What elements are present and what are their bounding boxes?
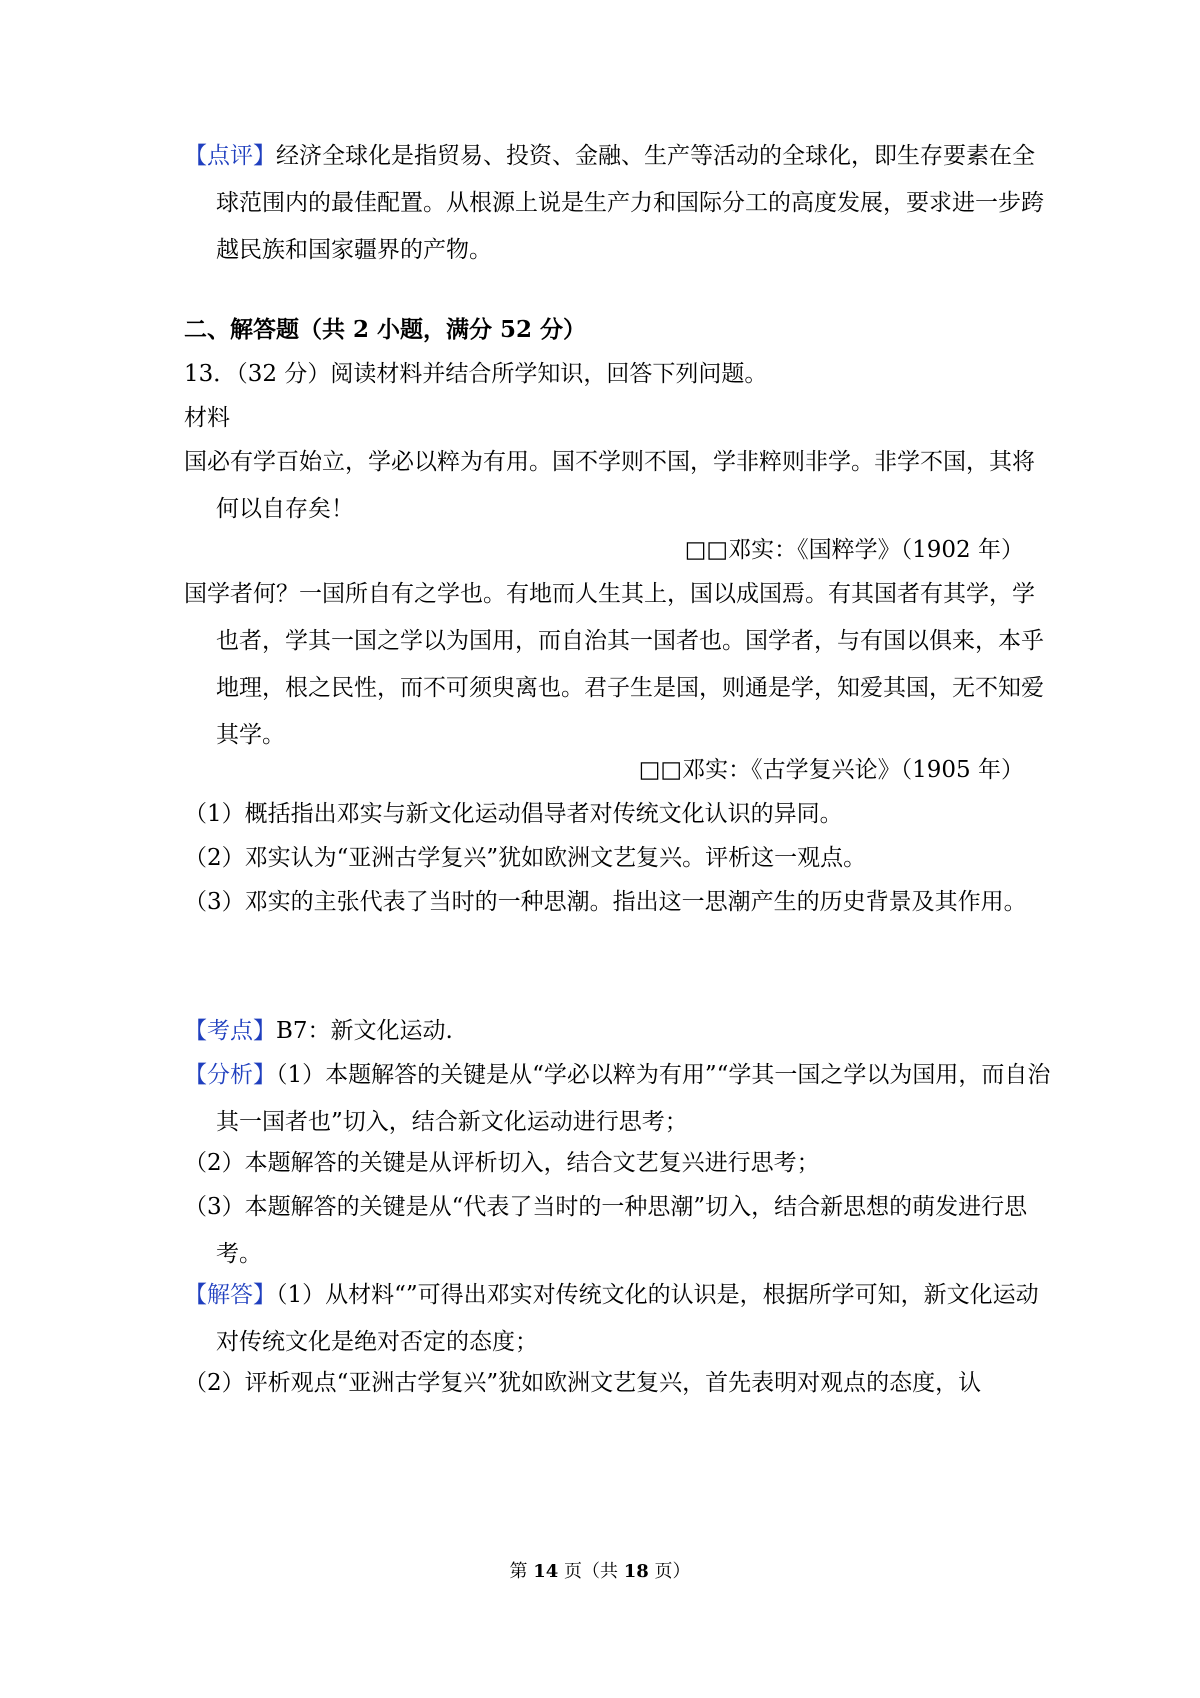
answer-paragraph bbox=[184, 1272, 1056, 1366]
analysis-line-1: （1）本题解答的关键是从“学必以粹为有用”“学其一国之学以为国用，而自治其一国者也”切入，结合新文化运动进行思考； bbox=[216, 1062, 1051, 1135]
kaodian-tag: 【考点】 bbox=[184, 1018, 276, 1044]
footer-total-pages: 18 bbox=[623, 1561, 649, 1582]
analysis-line-3: （3）本题解答的关键是从“代表了当时的一种思潮”切入，结合新思想的萌发进行思考。 bbox=[184, 1194, 1028, 1267]
sub-question-2: （2）邓实认为“亚洲古学复兴”犹如欧洲文艺复兴。评析这一观点。 bbox=[184, 845, 867, 871]
sub-question-1: （1）概括指出邓实与新文化运动倡导者对传统文化认识的异同。 bbox=[184, 801, 843, 827]
material-1-source: □□邓实：《国粹学》（1902 年） bbox=[684, 537, 1024, 563]
material-2: 国学者何？一国所自有之学也。有地而人生其上，国以成国焉。有其国者有其学，学也者，学其一国之学以为国用，而自治其一国者也。国学者，与有国以俱来，本乎地理，根之民性，而不可须臾离也。君子生是国，则通是学，知爱其国，无不知爱其学。 bbox=[184, 581, 1044, 748]
kaodian-text: B7：新文化运动. bbox=[276, 1018, 453, 1044]
footer-middle: 页（共 bbox=[564, 1561, 618, 1582]
comment-text: 经济全球化是指贸易、投资、金融、生产等活动的全球化，即生存要素在全球范围内的最佳配置。从根源上说是生产力和国际分工的高度发展，要求进一步跨越民族和国家疆界的产物。 bbox=[216, 143, 1044, 263]
kaodian-paragraph bbox=[184, 1008, 1024, 1055]
answer-tag: 【解答】 bbox=[184, 1282, 276, 1308]
section-heading: 二、解答题（共 2 小题，满分 52 分） bbox=[184, 316, 587, 343]
analysis-paragraph bbox=[184, 1052, 1056, 1146]
comment-paragraph bbox=[184, 133, 1056, 274]
comment-tag: 【点评】 bbox=[184, 143, 276, 169]
sub-question-3: （3）邓实的主张代表了当时的一种思潮。指出这一思潮产生的历史背景及其作用。 bbox=[184, 889, 1027, 915]
footer-page-number: 14 bbox=[533, 1561, 559, 1582]
material-2-source: □□邓实：《古学复兴论》（1905 年） bbox=[638, 757, 1024, 783]
answer-line-2: （2）评析观点“亚洲古学复兴”犹如欧洲文艺复兴，首先表明对观点的态度，认 bbox=[184, 1370, 982, 1396]
footer-suffix: 页） bbox=[654, 1561, 691, 1582]
question-stem: 13．（32 分）阅读材料并结合所学知识，回答下列问题。 bbox=[184, 361, 768, 387]
footer-prefix: 第 bbox=[509, 1561, 528, 1582]
material-1: 国必有学百始立，学必以粹为有用。国不学则不国，学非粹则非学。非学不国，其将何以自存矣！ bbox=[184, 449, 1035, 522]
answer-line-1: （1）从材料“”可得出邓实对传统文化的认识是，根据所学可知，新文化运动对传统文化是绝对否定的态度； bbox=[216, 1282, 1039, 1355]
page-footer bbox=[0, 1560, 1200, 1584]
material-label: 材料 bbox=[184, 405, 230, 431]
analysis-line-2: （2）本题解答的关键是从评析切入，结合文艺复兴进行思考； bbox=[184, 1150, 820, 1176]
analysis-tag: 【分析】 bbox=[184, 1062, 276, 1088]
